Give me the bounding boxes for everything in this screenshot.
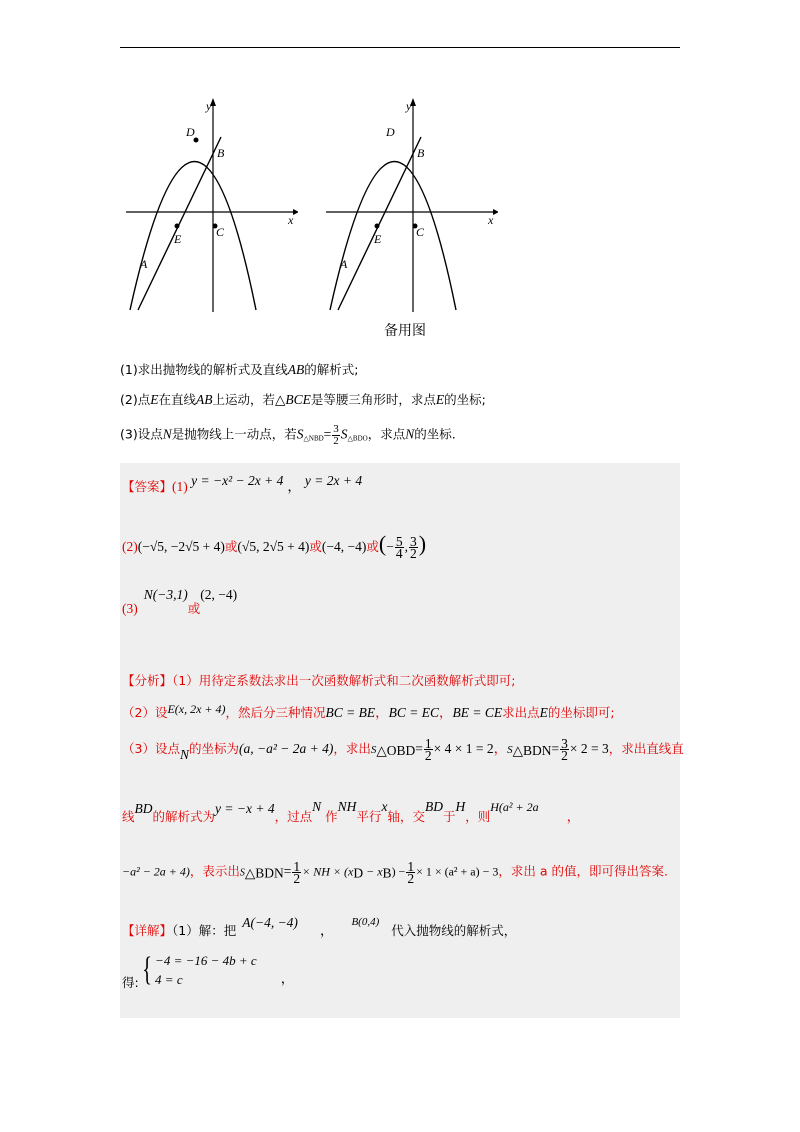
point-e [175,224,180,229]
label-x: x [288,213,294,227]
answer-line-3: (3)N(−3,1)或(2, −4) [122,587,238,616]
analysis-line-2: （2）设E(x, 2x + 4)，然后分三种情况BC = BE，BC = EC，BE = CE求出点E的坐标即可; [122,702,615,720]
solution-panel [120,463,684,1018]
label-c: C [416,225,425,239]
label-y: y [406,99,412,113]
label-x: x [488,213,494,227]
analysis-line-3: （3）设点N的坐标为(a, −a² − 2a + 4)，求出S△OBD= $\frac{1}{2}$ × 4 × 1 = 2，S△BDN= $\frac{3}{2}$ × 2 = 3，求出直线直 [122,736,684,764]
analysis-line-1: 【分析】（1）用待定系数法求出一次函数解析式和二次函数解析式即可; [122,673,516,688]
label-b: B [417,146,425,160]
point-e [375,224,380,229]
parabola-graph [118,92,298,317]
x-axis-arrow [493,209,498,215]
label-d: D [386,125,395,139]
header-rule [120,47,680,48]
question-2: (2)点E在直线AB上运动，若△BCE是等腰三角形时，求点E的坐标; [120,392,486,407]
detail-line-1: 【详解】（1）解：把A(−4, −4)，$^{B(0,4)}$代入抛物线的解析式， [122,915,517,938]
analysis-line-5: −a² − 2a + 4)，表示出S△BDN= $\frac{1}{2}$ × NH × (xD − xB) − $\frac{1}{2}$ × 1 × (a² + a) − 3，求出 a 的值，即可得出答案. [122,859,668,886]
label-c: C [216,225,225,239]
parabola-graph-spare [318,92,498,317]
label-d: D [186,125,195,139]
label-e: E [174,232,182,246]
detail-line-2: 得:{ −4 = −16 − 4b + c 4 = c ， [122,951,295,991]
label-a: A [340,257,348,271]
line-ab [338,137,421,310]
answer-line-1: 【答案】(1) y = −x² − 2x + 4 ， y = 2x + 4 [122,473,363,494]
analysis-line-4: 线BD的解析式为y = −x + 4，过点N作NH平行x轴，交BD于H，则H(a² + 2a， [122,799,581,824]
figure-caption: 备用图 [384,323,426,339]
question-1: (1)求出抛物线的解析式及直线AB的解析式; [120,362,359,377]
label-e: E [374,232,382,246]
label-b: B [217,146,225,160]
x-axis-arrow [293,209,298,215]
label-a: A [140,257,148,271]
answer-line-2: (2)(−√5, −2√5 + 4)或(√5, 2√5 + 4)或(−4, −4)或(− $\frac{5}{4}$ , $\frac{3}{2}$ ) [122,531,427,562]
question-3: (3)设点N是抛物线上一动点，若$S_{\triangle NBD}=$ $\frac{3}{2}$ $S_{\triangle BDO}$，求点N的坐标. [120,423,456,447]
line-ab [138,137,221,310]
label-y: y [206,99,212,113]
